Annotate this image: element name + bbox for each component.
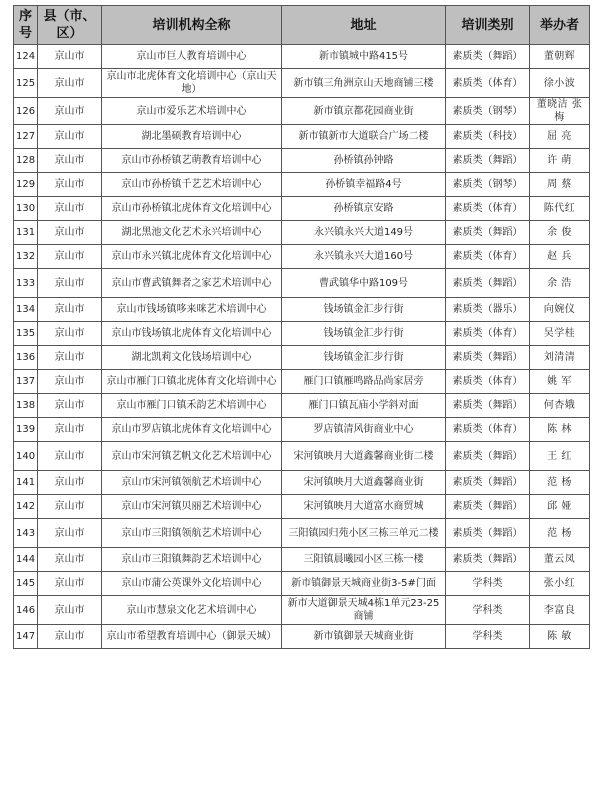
cell-organizer: 何杏娥 xyxy=(530,394,590,418)
cell-name: 京山市孙桥镇北虎体育文化培训中心 xyxy=(102,197,282,221)
cell-address: 钱场镇金汇步行街 xyxy=(282,346,446,370)
cell-type: 素质类（钢琴） xyxy=(446,98,530,125)
cell-county: 京山市 xyxy=(38,197,102,221)
cell-address: 永兴镇永兴大道149号 xyxy=(282,221,446,245)
cell-type: 素质类（舞蹈） xyxy=(446,45,530,69)
cell-address: 雁门口镇瓦庙小学斜对面 xyxy=(282,394,446,418)
cell-county: 京山市 xyxy=(38,572,102,596)
cell-organizer: 许 萌 xyxy=(530,149,590,173)
table-row xyxy=(14,572,590,596)
cell-no: 129 xyxy=(14,173,38,197)
cell-type: 素质类（体育） xyxy=(446,197,530,221)
cell-county: 京山市 xyxy=(38,221,102,245)
cell-name: 京山市宋河镇贝丽艺术培训中心 xyxy=(102,495,282,519)
cell-organizer: 刘清清 xyxy=(530,346,590,370)
cell-type: 素质类（舞蹈） xyxy=(446,269,530,298)
cell-no: 130 xyxy=(14,197,38,221)
header-name: 培训机构全称 xyxy=(102,6,282,45)
table-row xyxy=(14,221,590,245)
cell-no: 124 xyxy=(14,45,38,69)
table-row xyxy=(14,418,590,442)
cell-organizer: 范 杨 xyxy=(530,519,590,548)
cell-organizer: 李富良 xyxy=(530,596,590,625)
cell-no: 137 xyxy=(14,370,38,394)
cell-type: 素质类（体育） xyxy=(446,418,530,442)
cell-address: 新市镇城中路415号 xyxy=(282,45,446,69)
cell-type: 素质类（舞蹈） xyxy=(446,471,530,495)
cell-organizer: 陈 敏 xyxy=(530,625,590,649)
cell-name: 湖北墨硕教育培训中心 xyxy=(102,125,282,149)
cell-name: 京山市慧泉文化艺术培训中心 xyxy=(102,596,282,625)
cell-no: 133 xyxy=(14,269,38,298)
cell-organizer: 姚 军 xyxy=(530,370,590,394)
table-row xyxy=(14,495,590,519)
header-type: 培训类别 xyxy=(446,6,530,45)
cell-county: 京山市 xyxy=(38,625,102,649)
cell-name: 京山市孙桥镇千艺艺术培训中心 xyxy=(102,173,282,197)
cell-no: 145 xyxy=(14,572,38,596)
cell-type: 素质类（体育） xyxy=(446,69,530,98)
table-row xyxy=(14,69,590,98)
cell-county: 京山市 xyxy=(38,125,102,149)
cell-county: 京山市 xyxy=(38,471,102,495)
cell-name: 京山市希望教育培训中心（御景天城） xyxy=(102,625,282,649)
cell-name: 京山市孙桥镇艺萌教育培训中心 xyxy=(102,149,282,173)
cell-type: 素质类（舞蹈） xyxy=(446,495,530,519)
cell-organizer: 余 浩 xyxy=(530,269,590,298)
cell-no: 136 xyxy=(14,346,38,370)
cell-organizer: 陈代红 xyxy=(530,197,590,221)
cell-type: 素质类（体育） xyxy=(446,370,530,394)
cell-name: 京山市钱场镇北虎体育文化培训中心 xyxy=(102,322,282,346)
cell-address: 永兴镇永兴大道160号 xyxy=(282,245,446,269)
table-row xyxy=(14,442,590,471)
cell-type: 素质类（舞蹈） xyxy=(446,394,530,418)
cell-address: 三阳镇晨曦园小区三栋一楼 xyxy=(282,548,446,572)
cell-address: 宋河镇映月大道鑫馨商业街二楼 xyxy=(282,442,446,471)
cell-county: 京山市 xyxy=(38,322,102,346)
cell-address: 孙桥镇孙钟路 xyxy=(282,149,446,173)
header-no: 序号 xyxy=(14,6,38,45)
cell-no: 125 xyxy=(14,69,38,98)
cell-type: 素质类（器乐） xyxy=(446,298,530,322)
cell-address: 新市镇三角洲京山天地商铺三楼 xyxy=(282,69,446,98)
cell-type: 学科类 xyxy=(446,572,530,596)
cell-no: 141 xyxy=(14,471,38,495)
header-county: 县（市、区） xyxy=(38,6,102,45)
cell-name: 京山市爱乐艺术培训中心 xyxy=(102,98,282,125)
table-row xyxy=(14,98,590,125)
cell-county: 京山市 xyxy=(38,596,102,625)
cell-county: 京山市 xyxy=(38,418,102,442)
cell-no: 128 xyxy=(14,149,38,173)
cell-organizer: 邱 娅 xyxy=(530,495,590,519)
cell-county: 京山市 xyxy=(38,245,102,269)
cell-name: 京山市雁门口镇禾韵艺术培训中心 xyxy=(102,394,282,418)
cell-no: 144 xyxy=(14,548,38,572)
cell-county: 京山市 xyxy=(38,519,102,548)
cell-organizer: 张小红 xyxy=(530,572,590,596)
cell-name: 京山市宋河镇领航艺术培训中心 xyxy=(102,471,282,495)
cell-no: 135 xyxy=(14,322,38,346)
cell-type: 素质类（舞蹈） xyxy=(446,548,530,572)
table-row xyxy=(14,45,590,69)
cell-county: 京山市 xyxy=(38,442,102,471)
cell-address: 钱场镇金汇步行街 xyxy=(282,322,446,346)
cell-type: 学科类 xyxy=(446,596,530,625)
cell-no: 143 xyxy=(14,519,38,548)
table-row xyxy=(14,298,590,322)
cell-county: 京山市 xyxy=(38,548,102,572)
cell-organizer: 赵 兵 xyxy=(530,245,590,269)
cell-type: 素质类（舞蹈） xyxy=(446,442,530,471)
table-row xyxy=(14,625,590,649)
training-institution-table xyxy=(13,5,590,649)
cell-type: 素质类（钢琴） xyxy=(446,173,530,197)
cell-no: 139 xyxy=(14,418,38,442)
table-row xyxy=(14,346,590,370)
cell-organizer: 周 蔡 xyxy=(530,173,590,197)
cell-address: 宋河镇映月大道富水商贸城 xyxy=(282,495,446,519)
cell-address: 新市镇新市大道联合广场二楼 xyxy=(282,125,446,149)
cell-organizer: 董云凤 xyxy=(530,548,590,572)
cell-name: 京山市三阳镇领航艺术培训中心 xyxy=(102,519,282,548)
cell-address: 钱场镇金汇步行街 xyxy=(282,298,446,322)
table-header-row xyxy=(14,6,590,45)
cell-name: 京山市曹武镇舞者之家艺术培训中心 xyxy=(102,269,282,298)
cell-type: 素质类（舞蹈） xyxy=(446,221,530,245)
cell-organizer: 屈 亮 xyxy=(530,125,590,149)
cell-address: 雁门口镇雁鸣路品尚家居旁 xyxy=(282,370,446,394)
cell-no: 127 xyxy=(14,125,38,149)
cell-address: 新市大道御景天城4栋1单元23-25商铺 xyxy=(282,596,446,625)
table-row xyxy=(14,394,590,418)
cell-organizer: 范 杨 xyxy=(530,471,590,495)
cell-name: 京山市宋河镇艺帆文化艺术培训中心 xyxy=(102,442,282,471)
cell-address: 三阳镇园归苑小区三栋三单元二楼 xyxy=(282,519,446,548)
cell-address: 孙桥镇京安路 xyxy=(282,197,446,221)
cell-no: 147 xyxy=(14,625,38,649)
table-row xyxy=(14,149,590,173)
cell-type: 素质类（舞蹈） xyxy=(446,519,530,548)
cell-organizer: 向婉仪 xyxy=(530,298,590,322)
table-row xyxy=(14,197,590,221)
cell-address: 曹武镇华中路109号 xyxy=(282,269,446,298)
cell-address: 孙桥镇幸福路4号 xyxy=(282,173,446,197)
table-row xyxy=(14,322,590,346)
cell-no: 132 xyxy=(14,245,38,269)
cell-organizer: 余 俊 xyxy=(530,221,590,245)
table-row xyxy=(14,370,590,394)
cell-organizer: 陈 林 xyxy=(530,418,590,442)
cell-county: 京山市 xyxy=(38,173,102,197)
cell-name: 京山市雁门口镇北虎体育文化培训中心 xyxy=(102,370,282,394)
document-page xyxy=(13,5,589,649)
cell-county: 京山市 xyxy=(38,269,102,298)
cell-county: 京山市 xyxy=(38,98,102,125)
cell-no: 146 xyxy=(14,596,38,625)
cell-no: 134 xyxy=(14,298,38,322)
cell-county: 京山市 xyxy=(38,149,102,173)
table-row xyxy=(14,125,590,149)
cell-name: 京山市钱场镇哆来咪艺术培训中心 xyxy=(102,298,282,322)
table-row xyxy=(14,269,590,298)
cell-county: 京山市 xyxy=(38,394,102,418)
cell-no: 142 xyxy=(14,495,38,519)
cell-name: 京山市北虎体育文化培训中心（京山天地） xyxy=(102,69,282,98)
cell-no: 138 xyxy=(14,394,38,418)
table-row xyxy=(14,548,590,572)
header-address: 地址 xyxy=(282,6,446,45)
cell-address: 新市镇御景天城商业街3-5#门面 xyxy=(282,572,446,596)
cell-organizer: 王 红 xyxy=(530,442,590,471)
cell-organizer: 吴学桂 xyxy=(530,322,590,346)
table-row xyxy=(14,173,590,197)
cell-no: 126 xyxy=(14,98,38,125)
cell-county: 京山市 xyxy=(38,298,102,322)
cell-name: 京山市巨人教育培训中心 xyxy=(102,45,282,69)
cell-county: 京山市 xyxy=(38,45,102,69)
header-organizer: 举办者 xyxy=(530,6,590,45)
cell-type: 素质类（舞蹈） xyxy=(446,346,530,370)
cell-organizer: 董晓洁 张 梅 xyxy=(530,98,590,125)
table-row xyxy=(14,245,590,269)
cell-name: 京山市罗店镇北虎体育文化培训中心 xyxy=(102,418,282,442)
cell-name: 湖北黑池文化艺术永兴培训中心 xyxy=(102,221,282,245)
cell-name: 京山市蒲公英课外文化培训中心 xyxy=(102,572,282,596)
cell-county: 京山市 xyxy=(38,346,102,370)
cell-address: 宋河镇映月大道鑫馨商业街 xyxy=(282,471,446,495)
cell-address: 新市镇京都花园商业街 xyxy=(282,98,446,125)
table-row xyxy=(14,471,590,495)
cell-county: 京山市 xyxy=(38,370,102,394)
cell-type: 素质类（体育） xyxy=(446,245,530,269)
table-row xyxy=(14,519,590,548)
cell-type: 素质类（体育） xyxy=(446,322,530,346)
table-row xyxy=(14,596,590,625)
cell-type: 素质类（科技） xyxy=(446,125,530,149)
cell-no: 131 xyxy=(14,221,38,245)
cell-organizer: 徐小波 xyxy=(530,69,590,98)
cell-county: 京山市 xyxy=(38,495,102,519)
cell-name: 京山市三阳镇舞韵艺术培训中心 xyxy=(102,548,282,572)
cell-type: 学科类 xyxy=(446,625,530,649)
cell-no: 140 xyxy=(14,442,38,471)
cell-address: 罗店镇清风街商业中心 xyxy=(282,418,446,442)
cell-county: 京山市 xyxy=(38,69,102,98)
cell-organizer: 董朝辉 xyxy=(530,45,590,69)
cell-address: 新市镇御景天城商业街 xyxy=(282,625,446,649)
cell-name: 京山市永兴镇北虎体育文化培训中心 xyxy=(102,245,282,269)
table-body xyxy=(14,45,590,649)
cell-name: 湖北凯莉文化钱场培训中心 xyxy=(102,346,282,370)
cell-type: 素质类（舞蹈） xyxy=(446,149,530,173)
